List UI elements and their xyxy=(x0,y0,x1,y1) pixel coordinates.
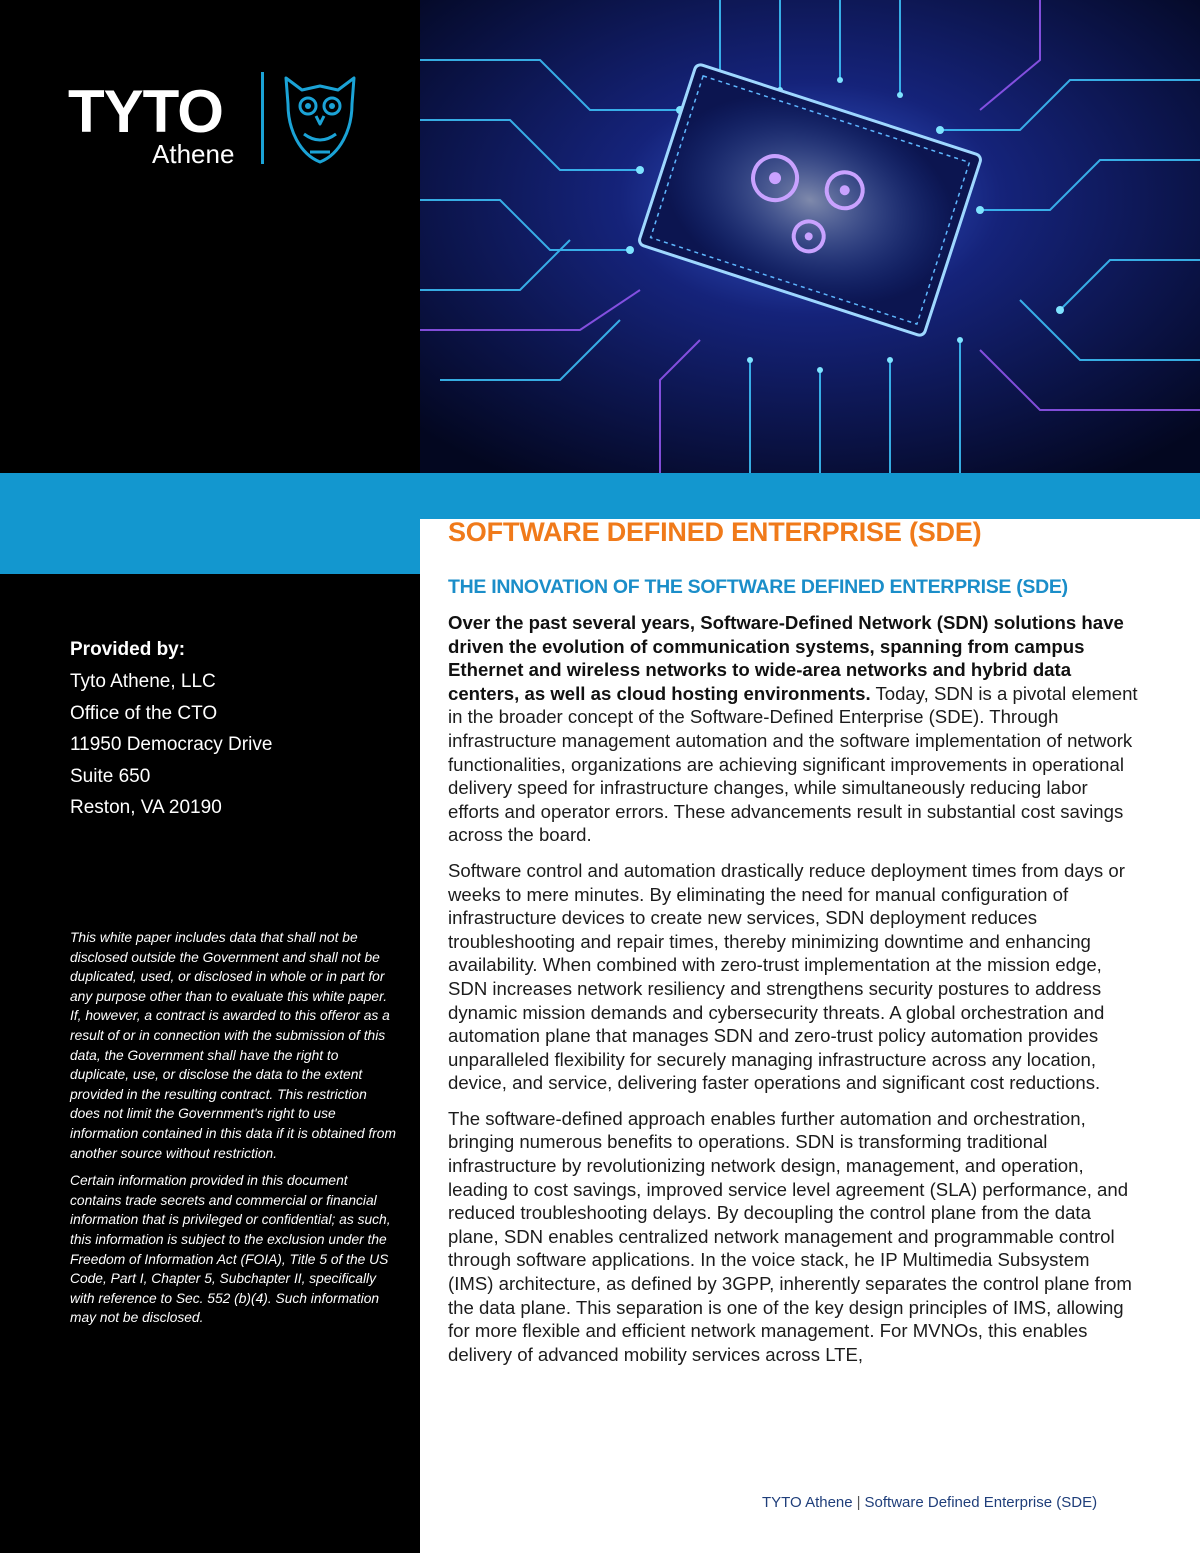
logo-divider xyxy=(261,72,264,164)
footer-brand: TYTO Athene xyxy=(762,1494,853,1511)
circuit-board-image xyxy=(420,0,1200,473)
provider-suite: Suite 650 xyxy=(70,765,151,787)
provider-company: Tyto Athene, LLC xyxy=(70,671,216,692)
disclaimer-paragraph: This white paper includes data that shall not be disclosed outside the Government and shall not be duplicated, used, or disclosed in whole or in part for any purpose other than to evaluate this white paper. If, however, a contract is awarded to this offeror as a result of or in connection with the submission of this data, the Government shall have the right to duplicate, use, or disclose the data to the extent provided in the resulting contract. This restriction does not limit the Government's right to use information contained in this data if it is obtained from another source without restriction. xyxy=(70,930,396,1161)
footer-doc-title: Software Defined Enterprise (SDE) xyxy=(864,1494,1098,1511)
owl-icon xyxy=(280,68,360,168)
body-lead-bold: Over the past several years, Software-Defined Network (SDN) solutions have driven the evolution of communication systems, spanning from campus Ethernet and wireless networks to wide-area networks and hybrid data centers, as well as cloud hosting environments. xyxy=(448,612,1124,704)
document-title: SOFTWARE DEFINED ENTERPRISE (SDE) xyxy=(448,517,982,547)
logo-subtitle: Athene xyxy=(152,139,235,169)
provider-block xyxy=(70,637,272,824)
section-title: THE INNOVATION OF THE SOFTWARE DEFINED ENTERPRISE (SDE) xyxy=(448,576,1068,598)
provider-street: 11950 Democracy Drive xyxy=(70,734,273,755)
body-paragraph: Software control and automation drastically reduce deployment times from days or weeks to mere minutes. By eliminating the need for manual configuration of infrastructure devices to create new services, SDN deployment reduces troubleshooting and repair times, thereby minimizing downtime and enhancing availability. When combined with zero-trust implementation at the mission edge, SDN increases network resiliency and strengthens security postures to address dynamic mission demands and cybersecurity threats. A global orchestration and automation plane that manages SDN and zero-trust policy automation provides unparalleled flexibility for securely managing infrastructure across any location, device, and service, delivering faster operations and significant cost reductions. xyxy=(448,859,1125,1094)
body-lead-rest: Today, SDN is a pivotal element in the broader concept of the Software-Defined Enterprise (SDE). Through infrastructure management automation and the software implementation of network functionalities, organizations are achieving significant improvements in operational delivery speed for infrastructure changes, while simultaneously reducing labor efforts and operator errors. These advancements result in substantial cost savings across the board. xyxy=(448,682,1138,846)
main-content xyxy=(448,515,1138,1378)
body-paragraph xyxy=(448,611,1138,847)
body-paragraph: The software-defined approach enables further automation and orchestration, bringing numerous benefits to operations. SDN is transforming traditional infrastructure by revolutionizing network design, management, and operation, leading to cost savings, improved service level agreement (SLA) performance, and reduced troubleshooting delays. By decoupling the control plane from the data plane, SDN enables centralized network management and programmable control through software applications. In the voice stack, he IP Multimedia Subsystem (IMS) architecture, as defined by 3GPP, inherently separates the control plane from the data plane. This separation is one of the key design principles of IMS, allowing for more flexible and efficient network management. For MVNOs, this enables delivery of advanced mobility services across LTE, xyxy=(448,1107,1132,1365)
provider-heading: Provided by: xyxy=(70,639,186,660)
disclaimer-paragraph: Certain information provided in this document contains trade secrets and commercial or financial information that is privileged or confidential; as such, this information is subject to the exclusion under the Freedom of Information Act (FOIA), Title 5 of the US Code, Part I, Chapter 5, Subchapter II, specifically with reference to Sec. 552 (b)(4). Such information may not be disclosed. xyxy=(70,1173,391,1326)
page-footer xyxy=(762,1494,1097,1511)
provider-office: Office of the CTO xyxy=(70,702,218,724)
logo-wordmark: TYTO xyxy=(68,78,223,145)
accent-band-left xyxy=(0,519,420,574)
company-logo xyxy=(68,68,368,178)
provider-city: Reston, VA 20190 xyxy=(70,797,222,818)
accent-band xyxy=(0,473,1200,519)
footer-separator: | xyxy=(856,1494,861,1511)
disclaimer xyxy=(70,928,400,1336)
